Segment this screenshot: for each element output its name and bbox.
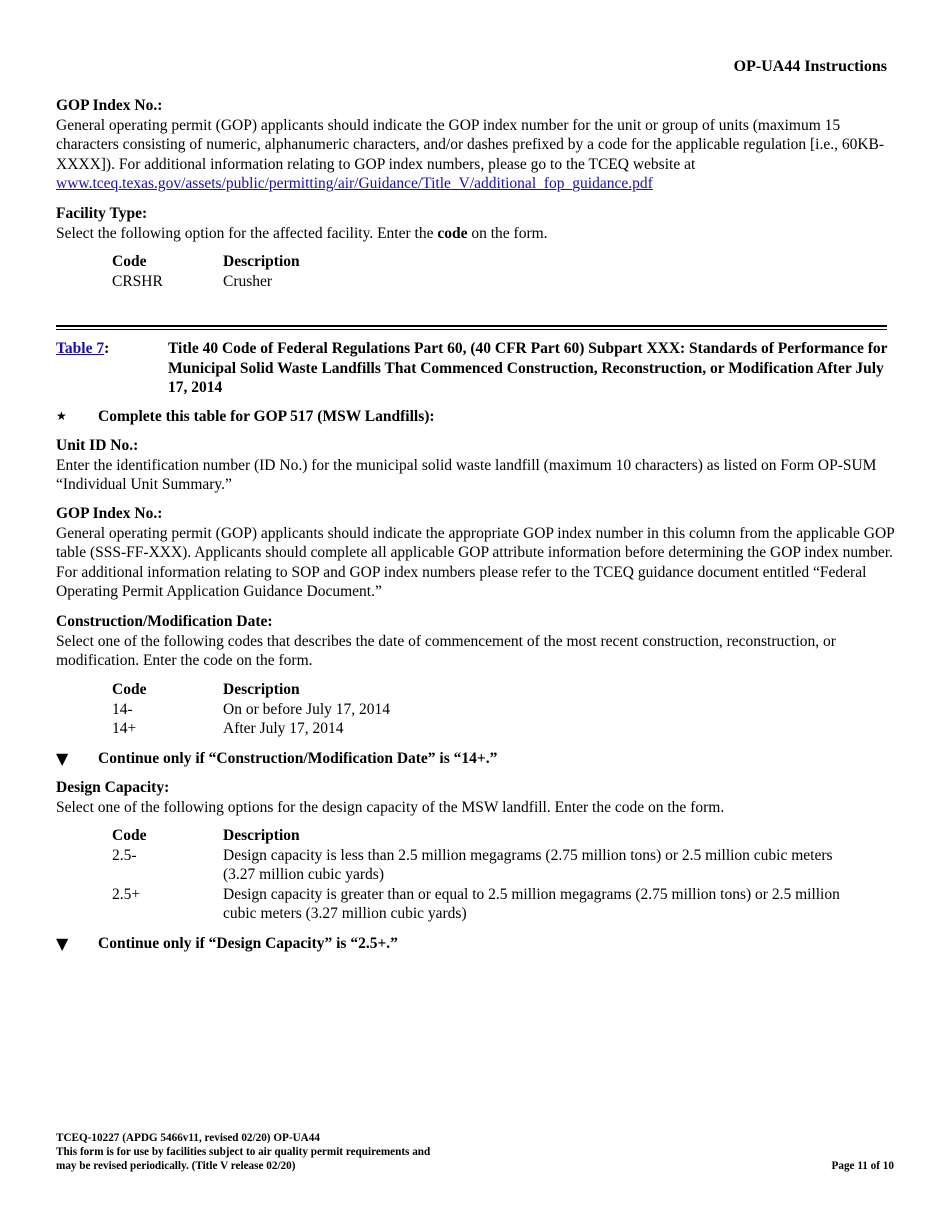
continue-construction-text: Continue only if “Construction/Modification Date” is “14+.”	[98, 750, 498, 767]
table7-title: Title 40 Code of Federal Regulations Part 60, (40 CFR Part 60) Subpart XXX: Standards of Performance for Municipal Solid Waste Landfills That Commenced Construction, Reconstruction, or Modification After July 17, 2014	[168, 340, 888, 397]
code-cell: 2.5-	[112, 846, 137, 864]
star-icon: ★	[56, 409, 67, 423]
unit-id-body: Enter the identification number (ID No.) for the municipal solid waste landfill (maximum 10 characters) as listed on Form OP-SUM “Individual Unit Summary.”	[56, 456, 877, 494]
table-row	[112, 885, 852, 924]
continue-capacity-text: Continue only if “Design Capacity” is “2.5+.”	[98, 935, 398, 952]
description-cell: After July 17, 2014	[223, 720, 344, 738]
table-row	[112, 846, 852, 885]
code-cell: 14-	[112, 700, 133, 718]
code-column-header: Code	[112, 827, 147, 844]
code-cell: 2.5+	[112, 885, 141, 903]
section-divider-thin	[56, 329, 887, 330]
gop-index-body-2: General operating permit (GOP) applicants should indicate the appropriate GOP index number in this column from the applicable GOP table (SSS-FF-XXX). Applicants should complete all applicable GOP attribute information before determining the GOP index number. For additional information relating to SOP and GOP index numbers please refer to the TCEQ guidance document entitled “Federal Operating Permit Application Guidance Document.”	[56, 524, 895, 601]
table-header-row	[112, 680, 390, 700]
table-row	[112, 272, 300, 292]
unit-id-heading: Unit ID No.:	[56, 437, 139, 454]
page-footer	[56, 1131, 430, 1173]
table-row	[112, 719, 390, 739]
construction-date-code-table	[112, 680, 390, 739]
code-column-header: Code	[112, 253, 147, 270]
gop-index-section-1	[56, 96, 896, 194]
table7-colon: :	[104, 340, 110, 357]
description-column-header: Description	[223, 681, 300, 698]
description-cell: Design capacity is less than 2.5 million megagrams (2.75 million tons) or 2.5 million cubic meters (3.27 million cubic yards)	[223, 846, 833, 884]
code-cell: CRSHR	[112, 272, 163, 290]
facility-type-heading: Facility Type:	[56, 205, 148, 222]
facility-type-body	[56, 224, 896, 244]
facility-type-body-text-end: on the form.	[467, 224, 548, 242]
description-cell: Crusher	[223, 272, 273, 290]
construction-date-heading: Construction/Modification Date:	[56, 613, 273, 630]
facility-type-body-bold: code	[437, 224, 468, 242]
gop-index-body	[56, 116, 896, 194]
page-number: Page 11 of 10	[831, 1160, 894, 1172]
facility-type-code-table	[112, 252, 300, 291]
construction-date-body: Select one of the following codes that describes the date of commencement of the most recent construction, reconstruction, or modification. Enter the code on the form.	[56, 632, 836, 670]
construction-date-section	[56, 612, 896, 671]
code-cell: 14+	[112, 720, 137, 738]
footer-note-line2: may be revised periodically. (Title V release 02/20)	[56, 1160, 296, 1172]
table-row	[112, 700, 390, 720]
design-capacity-section	[56, 778, 896, 817]
code-column-header: Code	[112, 681, 147, 698]
triangle-down-icon: ▼	[56, 749, 69, 768]
gop-index-heading: GOP Index No.:	[56, 97, 163, 114]
gop-index-body-text: General operating permit (GOP) applicants should indicate the GOP index number for the unit or group of units (maximum 15 characters consisting of numeric, alphanumeric characters, and/or dashes prefixed by a code for the applicable regulation [i.e., 60KB-XXXX]). For additional information relating to GOP index numbers, please go to the TCEQ website at	[56, 116, 885, 173]
table-header-row	[112, 826, 852, 846]
table7-link[interactable]: Table 7	[56, 340, 105, 357]
table7-label	[56, 339, 109, 359]
triangle-down-icon: ▼	[56, 934, 69, 953]
design-capacity-code-table	[112, 826, 852, 924]
footer-note-line1: This form is for use by facilities subject to air quality permit requirements and	[56, 1146, 431, 1158]
description-column-header: Description	[223, 253, 300, 270]
table-header-row	[112, 252, 300, 272]
gop-index-section-2	[56, 504, 896, 602]
unit-id-section	[56, 436, 896, 495]
fop-guidance-link[interactable]: www.tceq.texas.gov/assets/public/permitting/air/Guidance/Title_V/additional_fop_guidance.pdf	[56, 175, 653, 193]
section-divider	[56, 325, 887, 327]
description-cell: Design capacity is greater than or equal to 2.5 million megagrams (2.75 million tons) or 2.5 million cubic meters (3.27 million cubic yards)	[223, 885, 840, 923]
page-header-title: OP-UA44 Instructions	[733, 58, 887, 75]
design-capacity-body: Select one of the following options for the design capacity of the MSW landfill. Enter the code on the form.	[56, 798, 725, 816]
description-cell: On or before July 17, 2014	[223, 700, 391, 718]
design-capacity-heading: Design Capacity:	[56, 779, 170, 796]
facility-type-section	[56, 204, 896, 243]
description-column-header: Description	[223, 827, 300, 844]
complete-table-text: Complete this table for GOP 517 (MSW Landfills):	[98, 408, 435, 425]
gop-index-heading-2: GOP Index No.:	[56, 505, 163, 522]
facility-type-body-text: Select the following option for the affected facility. Enter the	[56, 224, 438, 242]
footer-form-id: TCEQ-10227 (APDG 5466v11, revised 02/20) OP-UA44	[56, 1132, 320, 1144]
